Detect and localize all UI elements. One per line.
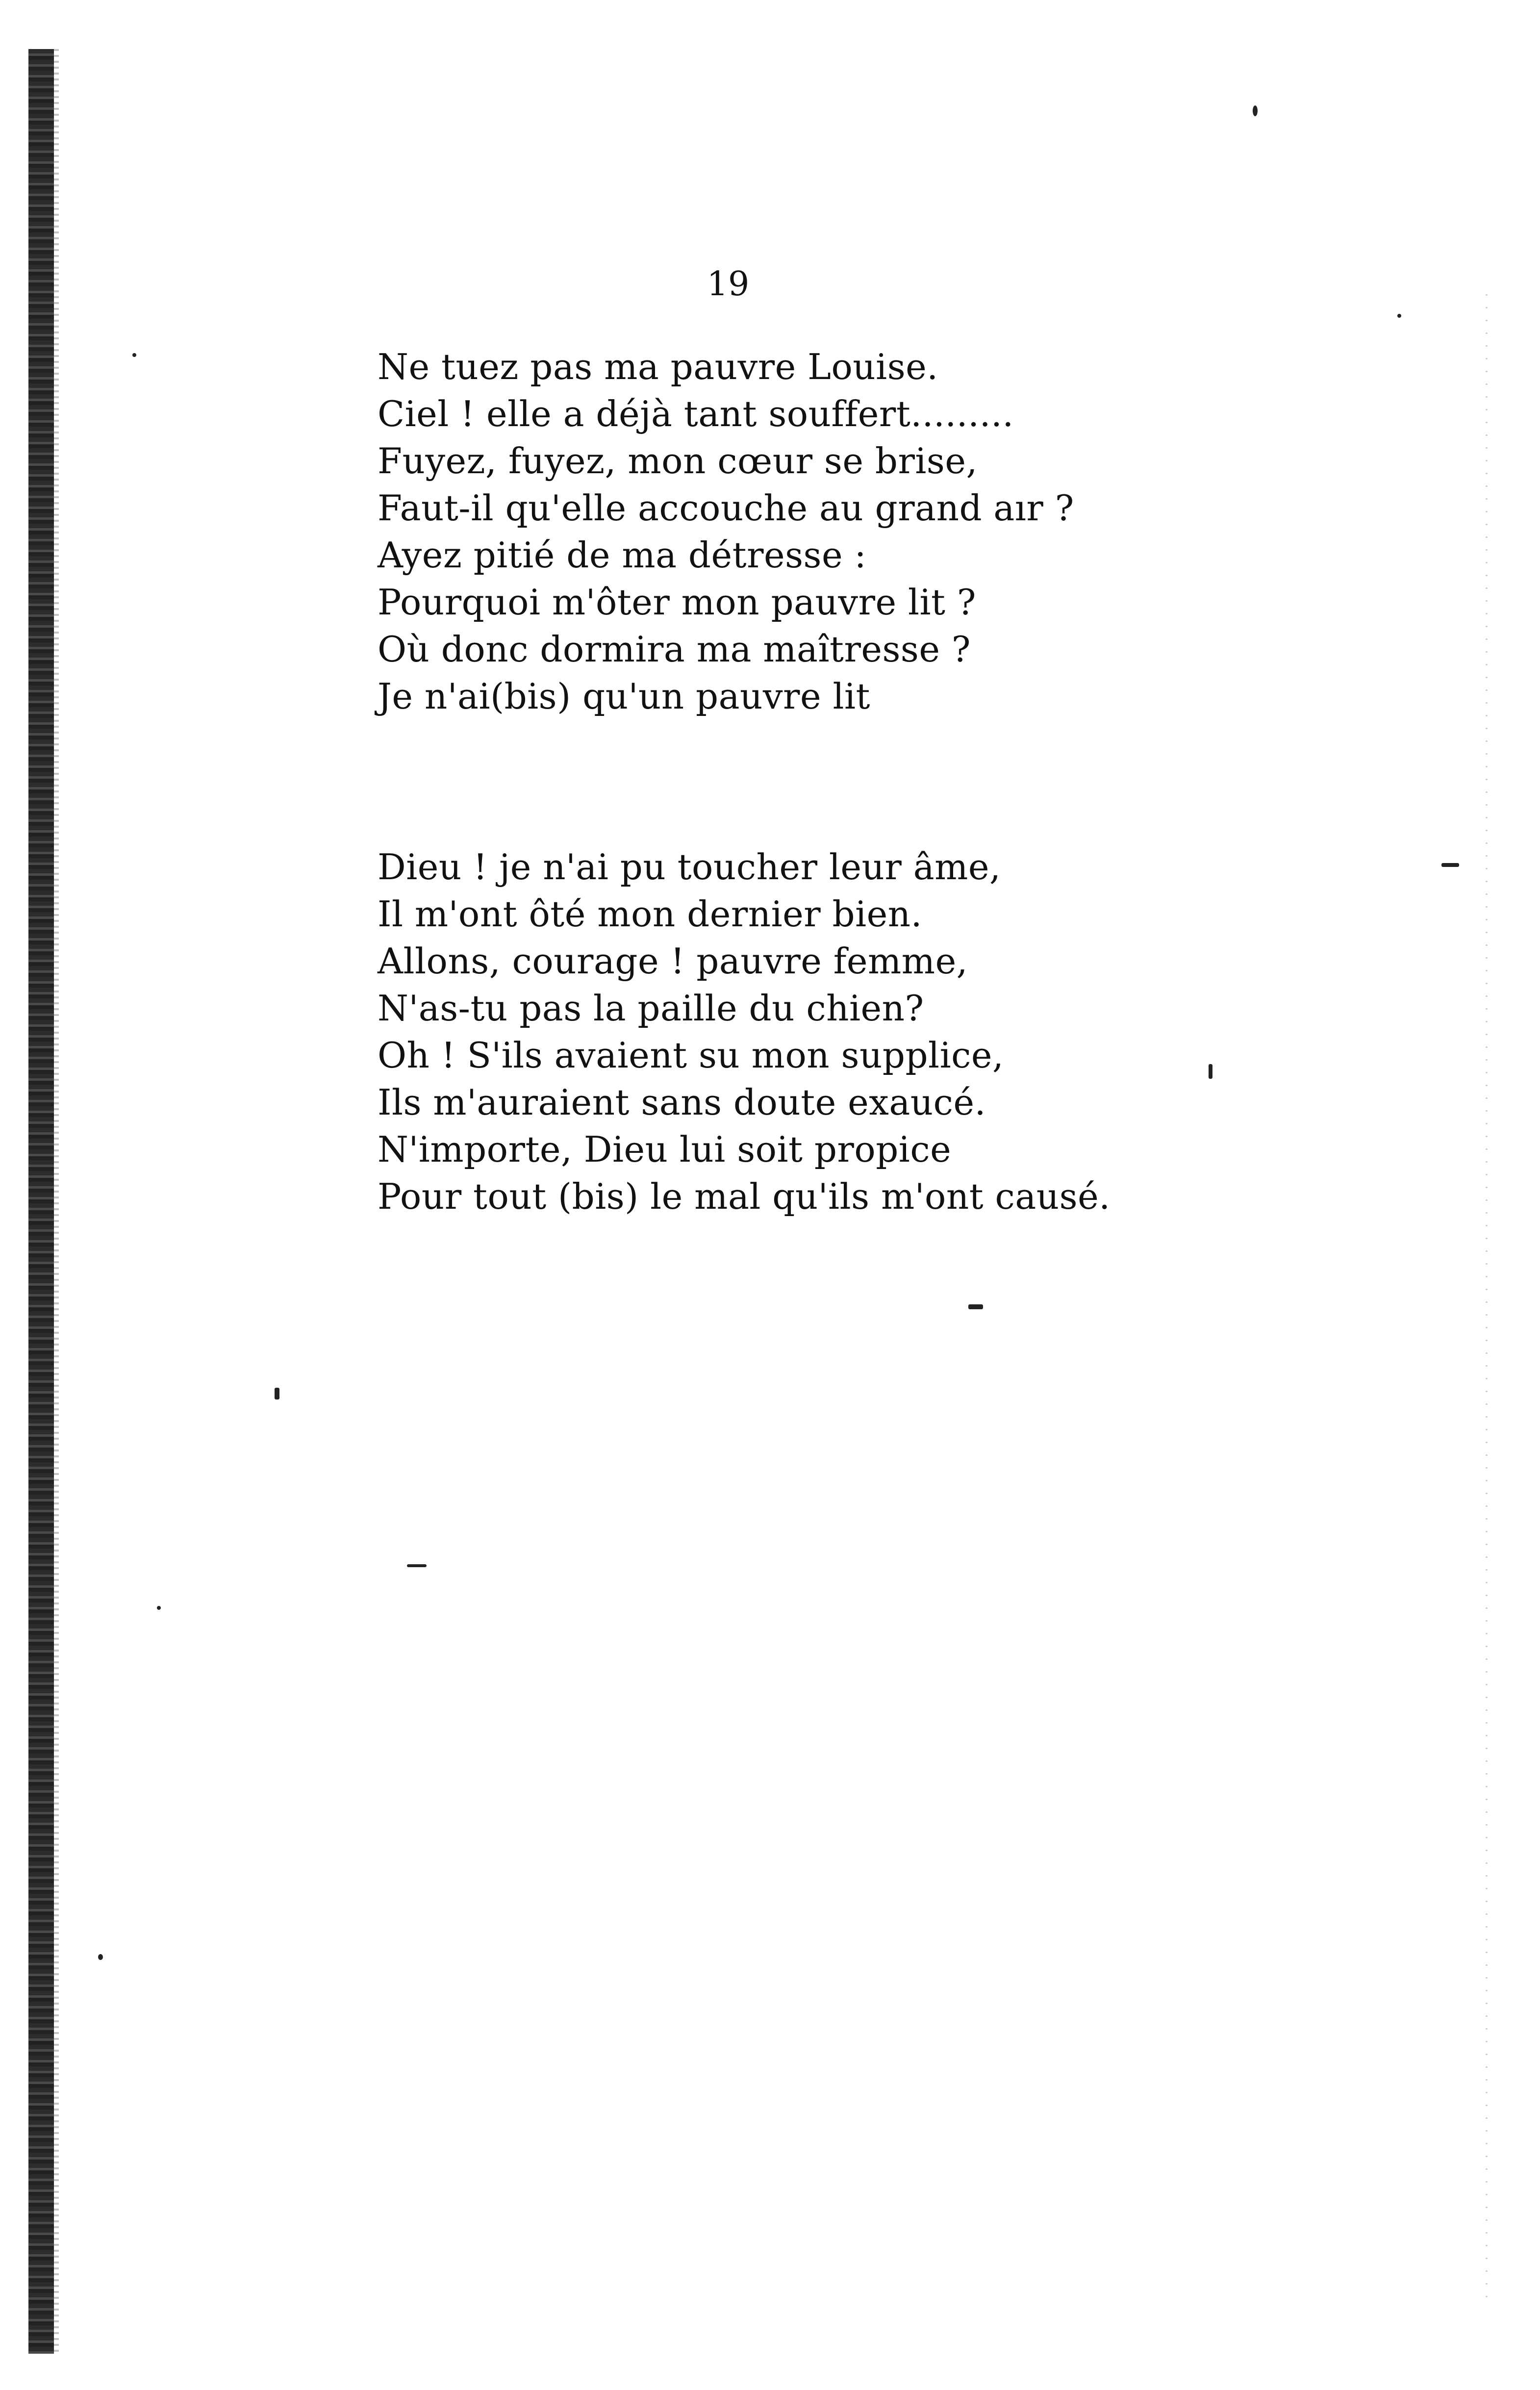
scan-speck <box>968 1304 983 1309</box>
verse-line: Ne tuez pas ma pauvre Louise. <box>378 346 938 387</box>
spine-edge-shadow <box>54 49 59 2354</box>
verse-line: Ayez pitié de ma détresse : <box>378 534 867 576</box>
scan-speck <box>1253 105 1258 116</box>
verse-line: N'as-tu pas la paille du chien? <box>378 988 924 1029</box>
scan-speck <box>132 353 136 357</box>
scan-speck <box>98 1954 103 1960</box>
right-page-edge <box>1486 294 1488 2305</box>
verse-line: Ils m'auraient sans doute exaucé. <box>378 1082 986 1123</box>
verse-line: Fuyez, fuyez, mon cœur se brise, <box>378 440 978 482</box>
verse-line: N'importe, Dieu lui soit propice <box>378 1129 952 1170</box>
verse-line: Il m'ont ôté mon dernier bien. <box>378 893 923 935</box>
verse-line: Oh ! S'ils avaient su mon supplice, <box>378 1035 1004 1076</box>
scan-speck <box>157 1606 161 1610</box>
verse-line: Où donc dormira ma maîtresse ? <box>378 629 971 670</box>
stanza-1 <box>378 343 1074 720</box>
verse-line: Faut-il qu'elle accouche au grand aır ? <box>378 487 1074 529</box>
verse-line: Pour tout (bis) le mal qu'ils m'ont causé. <box>378 1176 1111 1217</box>
verse-line: Allons, courage ! pauvre femme, <box>378 941 968 982</box>
stanza-2 <box>378 843 1111 1220</box>
scan-speck <box>1397 314 1401 318</box>
verse-line: Pourquoi m'ôter mon pauvre lit ? <box>378 582 976 623</box>
scan-speck <box>1441 863 1459 867</box>
scan-speck <box>275 1388 279 1399</box>
book-spine-shadow <box>28 49 54 2354</box>
scan-speck <box>1209 1064 1212 1079</box>
page-number: 19 <box>707 265 750 304</box>
scan-speck <box>407 1564 427 1567</box>
verse-line: Dieu ! je n'ai pu toucher leur âme, <box>378 846 1001 888</box>
verse-line: Ciel ! elle a déjà tant souffert......... <box>378 393 1014 434</box>
verse-line: Je n'ai(bis) qu'un pauvre lit <box>378 676 870 717</box>
